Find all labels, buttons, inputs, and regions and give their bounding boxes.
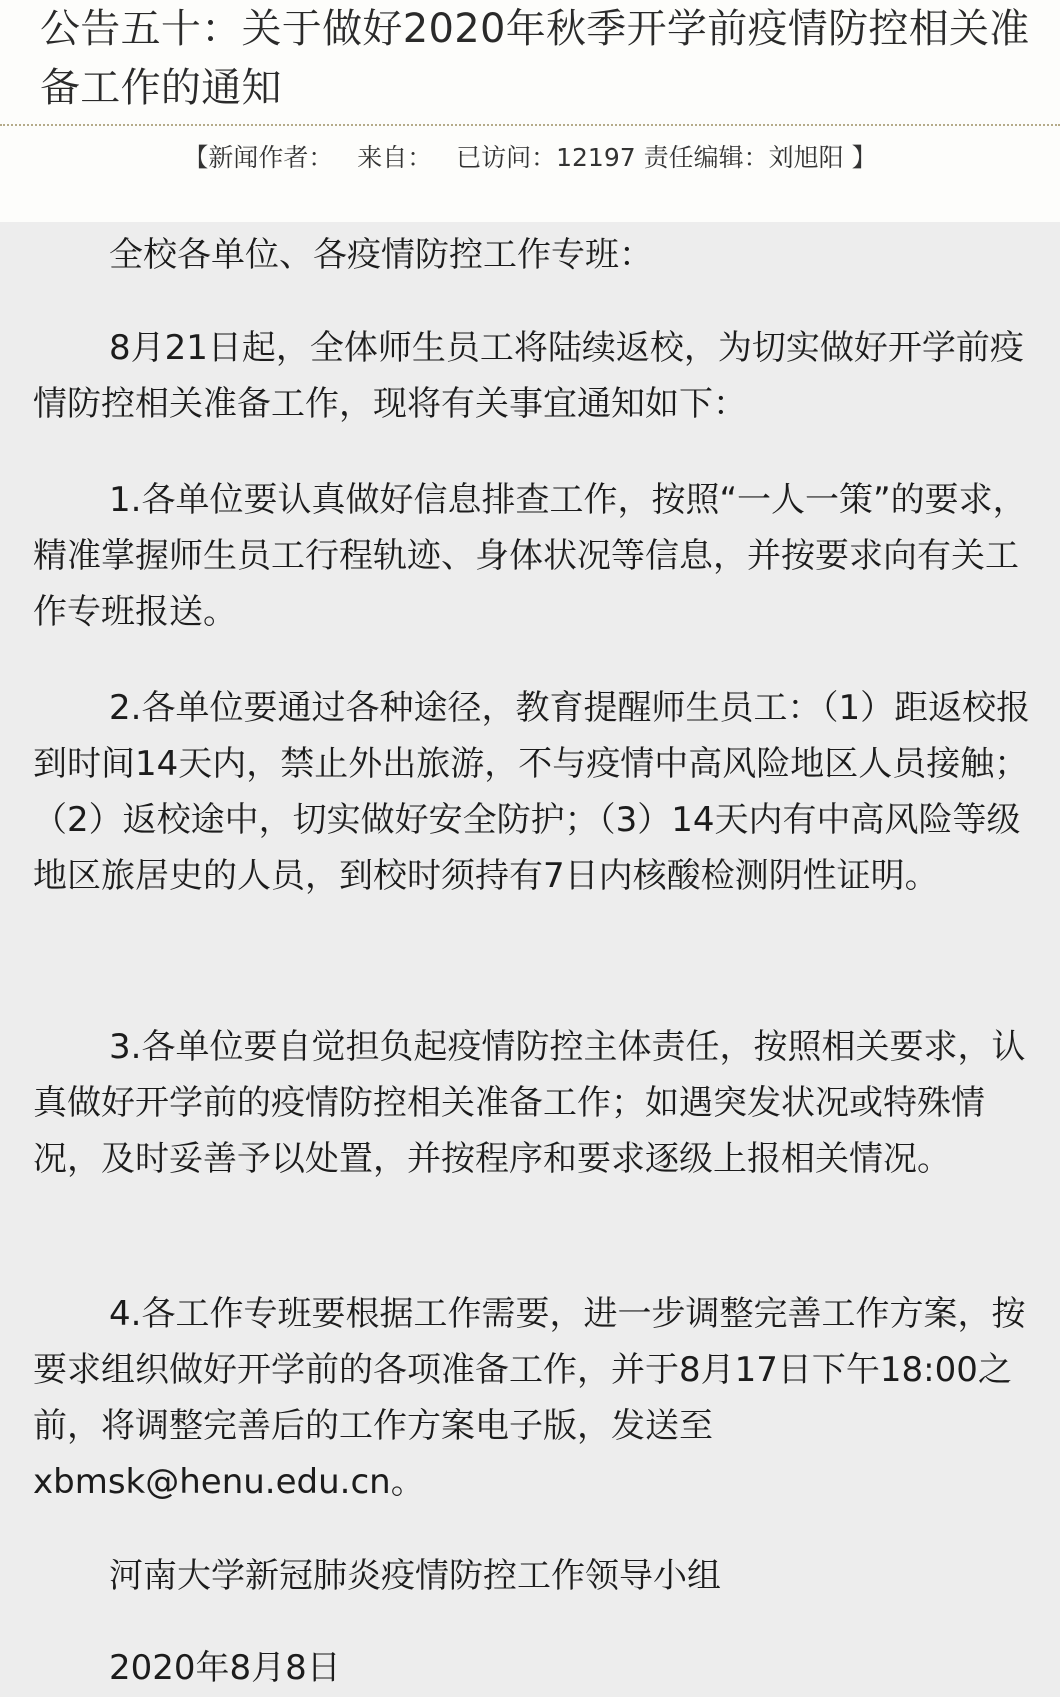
salutation: 全校各单位、各疫情防控工作专班： — [109, 235, 653, 275]
article-meta — [0, 140, 1060, 176]
meta-source-label: 来自： — [357, 143, 433, 172]
meta-open-bracket: 【 — [183, 143, 209, 172]
notice-item-3: 3.各单位要自觉担负起疫情防控主体责任，按照相关要求，认真做好开学前的疫情防控相关准备工作；如遇突发状况或特殊情况，及时妥善予以处置，并按程序和要求逐级上报相关情况。 — [33, 1027, 1026, 1179]
meta-editor-name: 刘旭阳 — [768, 143, 844, 172]
meta-author-label: 新闻作者： — [208, 143, 334, 172]
notice-item-2: 2.各单位要通过各种途径，教育提醒师生员工：（1）距返校报到时间14天内，禁止外出旅游，不与疫情中高风险地区人员接触；（2）返校途中，切实做好安全防护；（3）14天内有中高风险等级地区旅居史的人员，到校时须持有7日内核酸检测阴性证明。 — [33, 688, 1031, 896]
meta-editor-label: 责任编辑： — [643, 143, 769, 172]
meta-close-bracket: 】 — [851, 143, 877, 172]
article-header — [0, 0, 1060, 222]
meta-visits-label: 已访问： — [456, 143, 557, 172]
notice-item-4: 4.各工作专班要根据工作需要，进一步调整完善工作方案，按要求组织做好开学前的各项准备工作，并于8月17日下午18:00之前，将调整完善后的工作方案电子版，发送至xbmsk@henu.edu.cn。 — [33, 1294, 1026, 1502]
article-title: 公告五十：关于做好2020年秋季开学前疫情防控相关准备工作的通知 — [40, 6, 1030, 111]
signature: 河南大学新冠肺炎疫情防控工作领导小组 — [109, 1556, 721, 1596]
notice-item-1: 1.各单位要认真做好信息排查工作，按照“一人一策”的要求，精准掌握师生员工行程轨迹、身体状况等信息，并按要求向有关工作专班报送。 — [33, 480, 1027, 632]
issue-date: 2020年8月8日 — [109, 1648, 341, 1688]
header-divider — [0, 124, 1060, 126]
intro-paragraph: 8月21日起，全体师生员工将陆续返校，为切实做好开学前疫情防控相关准备工作，现将有关事宜通知如下： — [33, 328, 1024, 424]
meta-visits-count: 12197 — [556, 143, 636, 172]
